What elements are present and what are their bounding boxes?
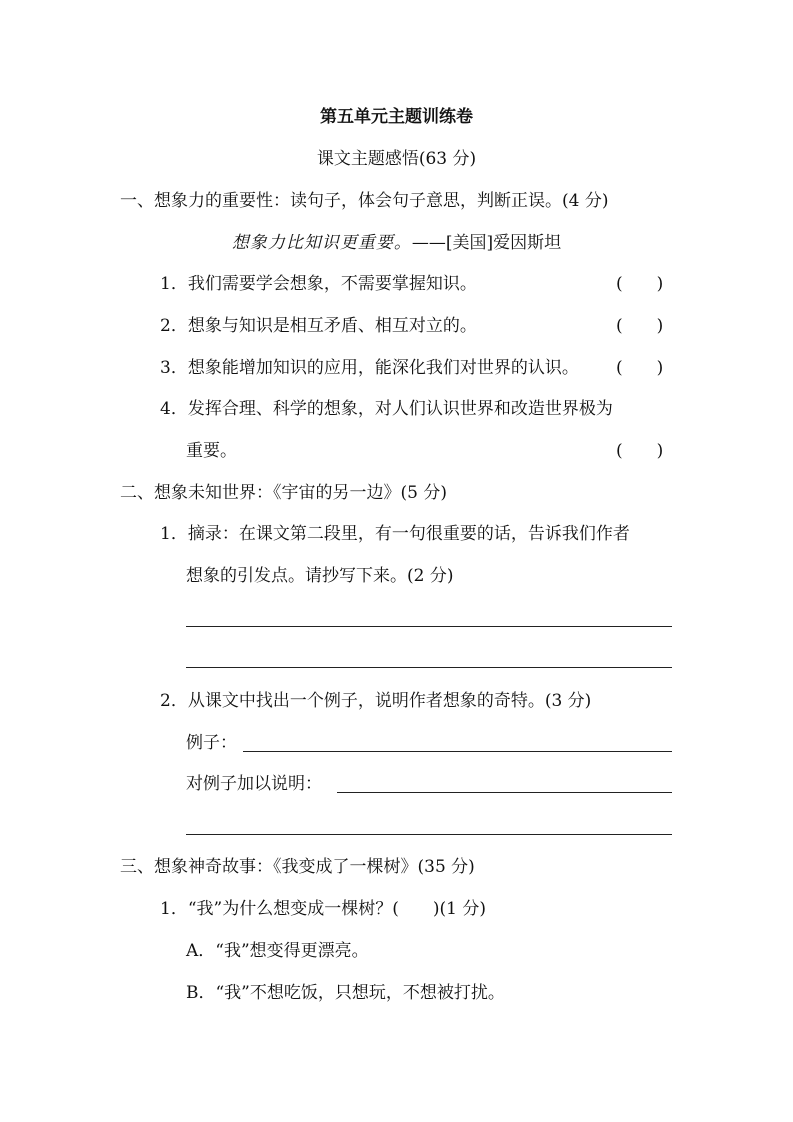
s1-item-2: 2．想象与知识是相互矛盾、相互对立的。 xyxy=(160,316,477,336)
explain-answer-line[interactable] xyxy=(337,792,672,793)
s1-answer-2[interactable]: ( ) xyxy=(616,316,664,336)
section1-heading: 一、想象力的重要性：读句子，体会句子意思，判断正误。(4 分) xyxy=(120,191,609,211)
answer-line[interactable] xyxy=(186,626,672,627)
s1-answer-1[interactable]: ( ) xyxy=(616,274,664,294)
s2-q1-line2: 想象的引发点。请抄写下来。(2 分) xyxy=(186,566,454,586)
answer-line[interactable] xyxy=(186,667,672,668)
option-b[interactable]: B．“我”不想吃饭，只想玩，不想被打扰。 xyxy=(186,983,505,1003)
s1-item-1: 1．我们需要学会想象，不需要掌握知识。 xyxy=(160,274,477,294)
s1-answer-3[interactable]: ( ) xyxy=(616,358,664,378)
example-answer-line[interactable] xyxy=(243,751,672,752)
quote xyxy=(0,232,793,254)
page-title: 第五单元主题训练卷 xyxy=(320,107,473,127)
quote-text: 想象力比知识更重要。 xyxy=(231,233,412,253)
s1-item-4-cont: 重要。 xyxy=(186,441,237,461)
s1-item-4: 4．发挥合理、科学的想象，对人们认识世界和改造世界极为 xyxy=(160,399,613,419)
s2-q2: 2．从课文中找出一个例子，说明作者想象的奇特。(3 分) xyxy=(160,691,592,711)
page-subtitle: 课文主题感悟(63 分) xyxy=(316,149,477,169)
s2-q1-line1: 1．摘录：在课文第二段里，有一句很重要的话，告诉我们作者 xyxy=(160,524,630,544)
option-a[interactable]: A．“我”想变得更漂亮。 xyxy=(186,941,369,961)
section3-heading: 三、想象神奇故事：《我变成了一棵树》(35 分) xyxy=(120,857,475,877)
explain-label: 对例子加以说明： xyxy=(186,774,322,794)
s3-q1: 1．“我”为什么想变成一棵树？( )(1 分) xyxy=(160,899,486,919)
s1-item-3: 3．想象能增加知识的应用，能深化我们对世界的认识。 xyxy=(160,358,579,378)
quote-source: ——[美国]爱因斯坦 xyxy=(411,233,562,253)
answer-line[interactable] xyxy=(186,834,672,835)
s1-answer-4[interactable]: ( ) xyxy=(616,441,664,461)
example-label: 例子： xyxy=(186,733,237,753)
section2-heading: 二、想象未知世界：《宇宙的另一边》(5 分) xyxy=(120,483,447,503)
